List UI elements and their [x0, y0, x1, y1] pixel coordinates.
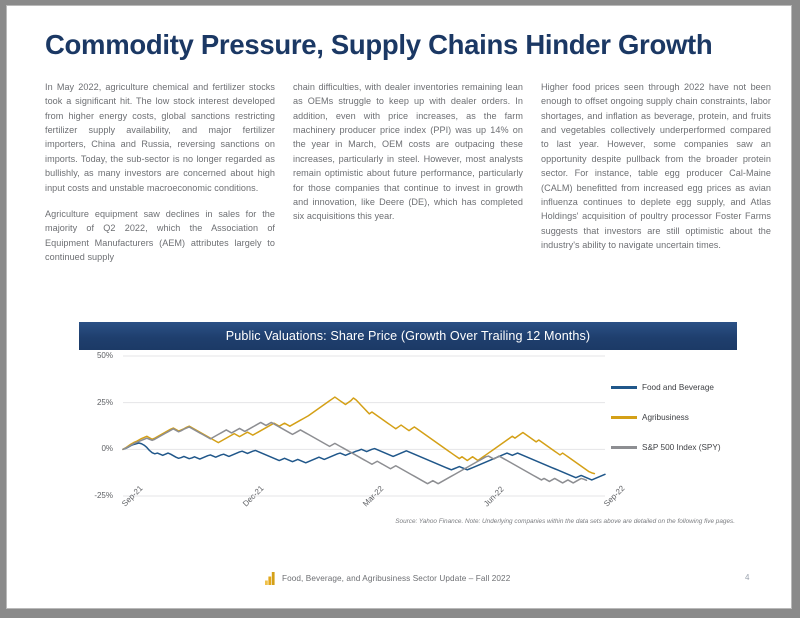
y-axis-tick-label: 25% [96, 397, 113, 407]
page-number: 4 [745, 573, 750, 582]
chart-plot-area [79, 350, 737, 538]
x-axis-tick-label: Dec-21 [240, 483, 266, 509]
chart-title: Public Valuations: Share Price (Growth Over Trailing 12 Months) [79, 322, 737, 350]
chart-source-note: Source: Yahoo Finance. Note: Underlying companies within the data sets above are detailed on the following five pages. [395, 518, 735, 525]
body-column-3 [541, 80, 771, 264]
paragraph: chain difficulties, with dealer inventories remaining lean as OEMs struggle to keep up with dealer orders. In addition, even with price increases, as the farm machinery producer price index (PPI) was up 14% on the year in March, OEM costs are outpacing these increases, particularly in steel. However, most analysts remain optimistic about future performance, particularly for those companies that continue to invest in growth and innovation, like Deere (DE), which has completed six acquisitions this year. [293, 82, 523, 222]
body-column-2 [293, 80, 523, 264]
y-axis-tick-label: 50% [96, 351, 113, 360]
paragraph: Higher food prices seen through 2022 have not been enough to offset ongoing supply chain constraints, labor shortages, and inflation as beverage, protein, and fruits and vegetables collectively underperformed compared to last year. However, some companies saw an opportunity despite pullback from the broader protein sector. For instance, table egg producer Cal-Maine (CALM) benefitted from increased egg prices as avian influenza continues to deplete egg supply, and Atlas Holdings' acquisition of poultry processor Foster Farms suggests that investors are still optimistic about the industry's ability to navigate uncertain times. [541, 82, 771, 250]
legend-label: Agribusiness [642, 413, 689, 422]
legend-swatch-icon [611, 416, 637, 419]
legend-item-agribusiness [611, 412, 689, 423]
x-axis-tick-label: Jun-22 [481, 484, 506, 509]
bar-chart-logo-icon [265, 572, 276, 585]
y-axis-tick-label: 0% [101, 444, 113, 454]
chart-panel [79, 322, 737, 538]
footer-label: Food, Beverage, and Agribusiness Sector Update – Fall 2022 [282, 574, 511, 583]
body-columns [45, 80, 771, 264]
legend-swatch-icon [611, 446, 637, 449]
x-axis-tick-label: Sep-22 [602, 483, 627, 509]
legend-label: S&P 500 Index (SPY) [642, 443, 721, 452]
paragraph: Agriculture equipment saw declines in sales for the majority of Q2 2022, which the Association of Equipment Manufacturers (AEM) attributes largely to continued supply [45, 208, 275, 262]
paragraph: In May 2022, agriculture chemical and fertilizer stocks took a significant hit. The low stock interest developed from higher energy costs, global sanctions restricting fertilizer supply availability, and major fertilizer importers, China and Russia, reversing sanctions on imports. Today, the sub-sector is no longer regarded as bullishly, as many investors are concerned about high input costs and unstable macroeconomic conditions. [45, 82, 275, 193]
document-page [6, 5, 792, 609]
legend-swatch-icon [611, 386, 637, 389]
footer [265, 572, 510, 585]
x-axis-tick-label: Mar-22 [361, 484, 386, 509]
y-axis-tick-label: -25% [94, 491, 113, 500]
page-title: Commodity Pressure, Supply Chains Hinder Growth [45, 29, 713, 60]
legend-item-food-and-beverage [611, 382, 714, 393]
legend-label: Food and Beverage [642, 383, 714, 392]
legend-item-sp500 [611, 442, 721, 453]
body-column-1 [45, 80, 275, 264]
x-axis-tick-label: Sep-21 [120, 483, 145, 509]
